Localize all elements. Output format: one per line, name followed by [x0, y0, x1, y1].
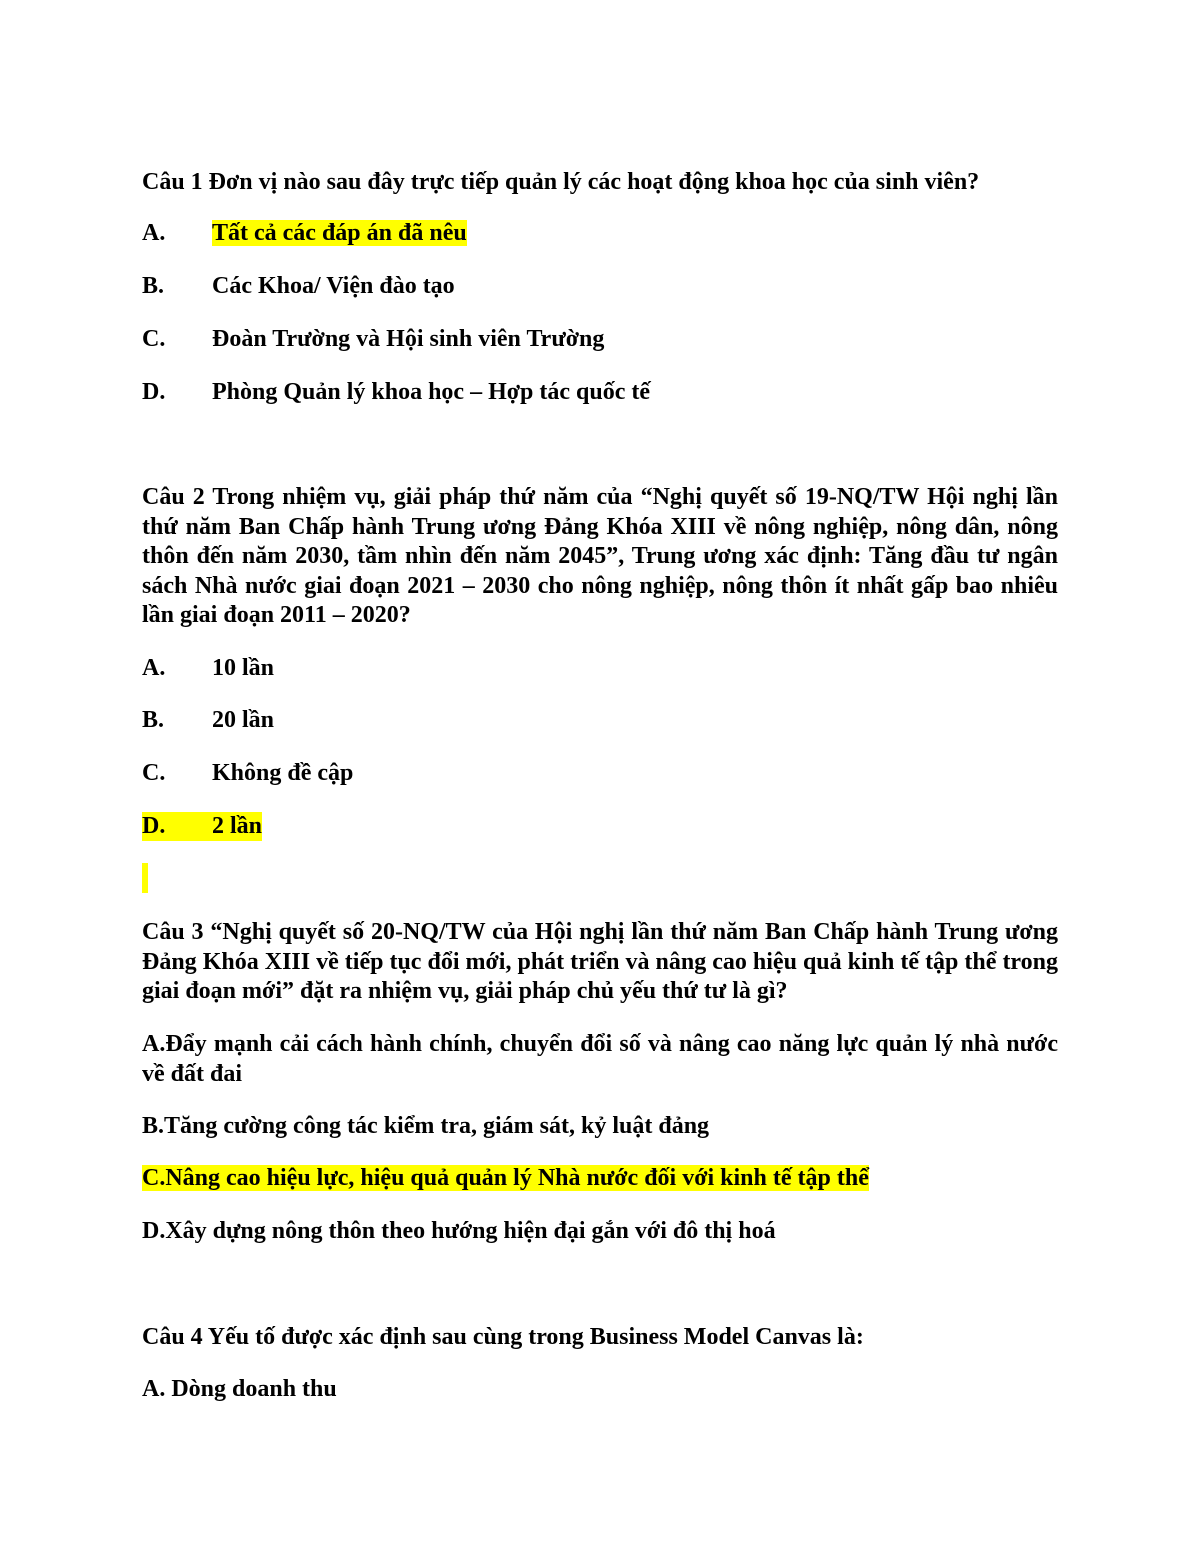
option-text: Các Khoa/ Viện đào tạo — [212, 273, 455, 299]
question-3-option-b — [142, 1112, 709, 1141]
question-1-option-c — [142, 325, 604, 354]
question-3-option-a: A.Đẩy mạnh cải cách hành chính, chuyển đổi số và nâng cao năng lực quản lý nhà nước về đất đai — [142, 1031, 1058, 1087]
question-1-text: Câu 1 Đơn vị nào sau đây trực tiếp quản lý các hoạt động khoa học của sinh viên? — [142, 169, 980, 195]
question-1-option-b — [142, 272, 455, 301]
question-3-option-d — [142, 1217, 776, 1246]
option-letter: D. — [142, 813, 166, 839]
option-letter: A. — [142, 655, 166, 681]
option-letter: B. — [142, 273, 165, 299]
option-text: A. Dòng doanh thu — [142, 1376, 337, 1402]
option-letter: C. — [142, 326, 166, 352]
question-1-option-a — [142, 219, 467, 248]
option-letter: A. — [142, 220, 166, 246]
option-letter: D. — [142, 379, 166, 405]
question-1-option-d — [142, 378, 650, 407]
option-letter: B. — [142, 707, 165, 733]
question-2-option-c — [142, 759, 353, 788]
question-2-option-d — [142, 812, 262, 841]
option-highlight — [142, 812, 262, 841]
highlight-marker — [142, 863, 148, 893]
option-text: Đoàn Trường và Hội sinh viên Trường — [212, 326, 605, 352]
question-4-option-a — [142, 1375, 337, 1404]
question-3-option-c — [142, 1164, 869, 1193]
option-text-highlighted: C.Nâng cao hiệu lực, hiệu quả quản lý Nhà nước đối với kinh tế tập thể — [142, 1165, 869, 1191]
option-text: 20 lần — [212, 707, 275, 733]
option-text-highlighted: 2 lần — [212, 813, 263, 839]
option-text-highlighted: Tất cả các đáp án đã nêu — [212, 220, 467, 246]
option-text: D.Xây dựng nông thôn theo hướng hiện đại gắn với đô thị hoá — [142, 1218, 776, 1244]
option-text: Không đề cập — [212, 760, 354, 786]
question-2-option-b — [142, 706, 274, 735]
option-text: B.Tăng cường công tác kiểm tra, giám sát, kỷ luật đảng — [142, 1113, 710, 1139]
question-4-text: Câu 4 Yếu tố được xác định sau cùng trong Business Model Canvas là: — [142, 1324, 864, 1350]
option-text: 10 lần — [212, 655, 275, 681]
question-2-text: Câu 2 Trong nhiệm vụ, giải pháp thứ năm của “Nghị quyết số 19-NQ/TW Hội nghị lần thứ năm Ban Chấp hành Trung ương Đảng Khóa XIII về nông nghiệp, nông dân, nông thôn đến năm 2030, tầm nhìn đến năm 2045”, Trung ương xác định: Tăng đầu tư ngân sách Nhà nước giai đoạn 2021 – 2030 cho nông nghiệp, nông thôn ít nhất gấp bao nhiêu lần giai đoạn 2011 – 2020? — [142, 484, 1058, 628]
option-text: Phòng Quản lý khoa học – Hợp tác quốc tế — [212, 379, 651, 405]
question-3-text: Câu 3 “Nghị quyết số 20-NQ/TW của Hội nghị lần thứ năm Ban Chấp hành Trung ương Đảng Khóa XIII về tiếp tục đổi mới, phát triển và nâng cao hiệu quả kinh tế tập thể trong giai đoạn mới” đặt ra nhiệm vụ, giải pháp chủ yếu thứ tư là gì? — [142, 919, 1058, 1004]
option-letter: C. — [142, 760, 166, 786]
question-2-option-a — [142, 654, 274, 683]
